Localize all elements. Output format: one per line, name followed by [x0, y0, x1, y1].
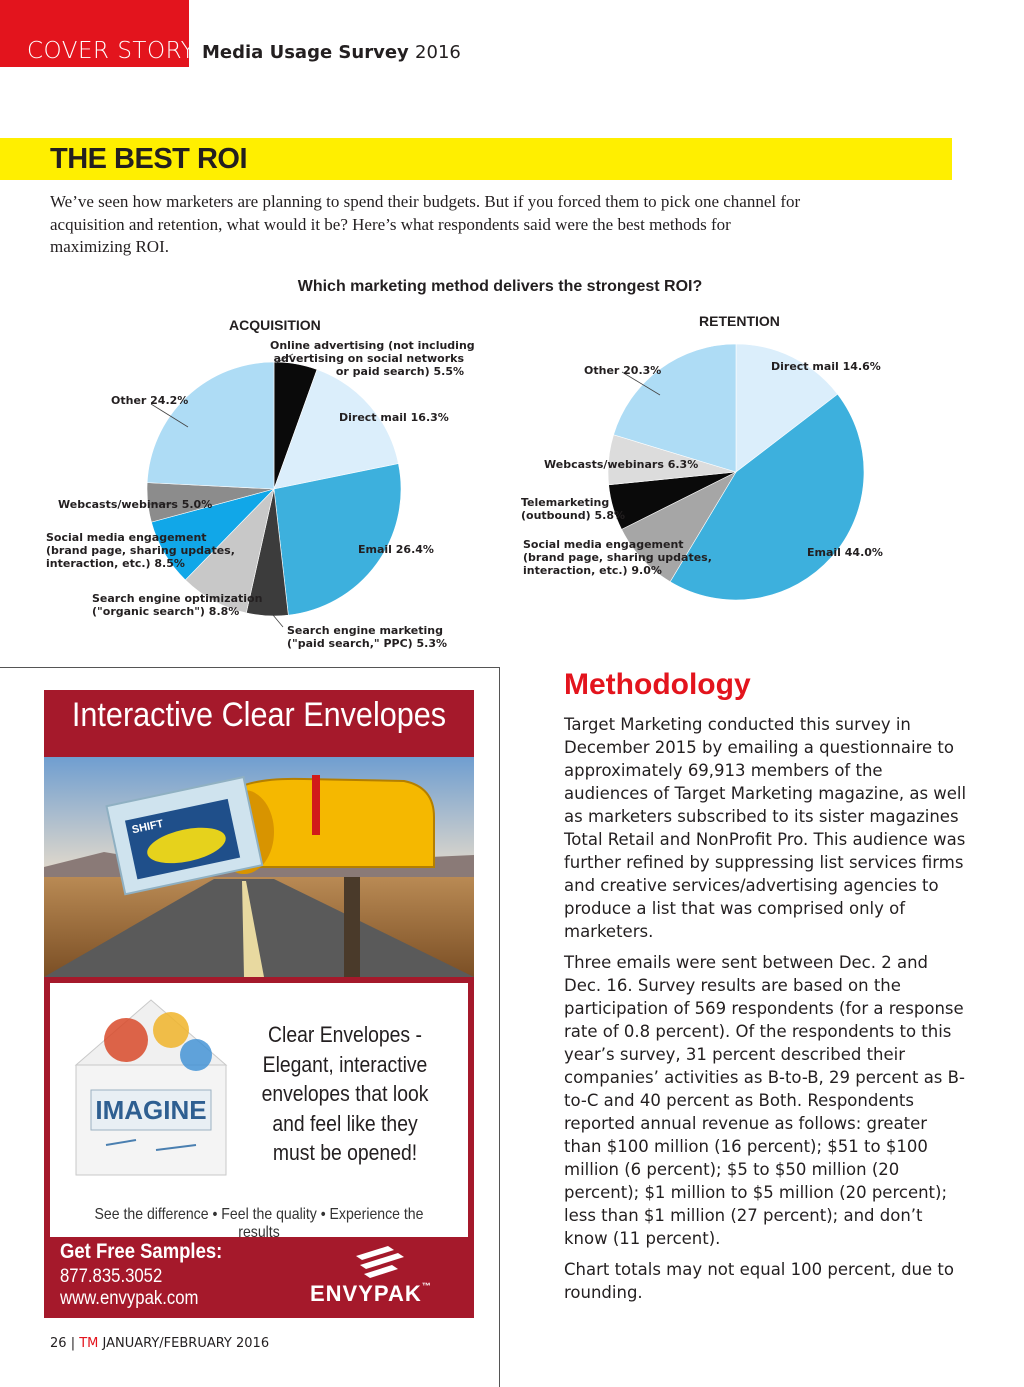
- label-seo: [92, 592, 262, 618]
- label-line: (brand page, sharing updates,: [46, 544, 235, 557]
- section-title: THE BEST ROI: [50, 143, 248, 175]
- section-label: COVER STORY: [27, 38, 196, 64]
- page-number: 26: [50, 1336, 67, 1351]
- label-line: Telemarketing: [521, 496, 610, 509]
- label-line: (outbound) 5.8%: [521, 509, 626, 522]
- label-social-ret: [523, 538, 712, 577]
- footer-separator: |: [70, 1336, 76, 1351]
- flower-1: [104, 1018, 148, 1062]
- label-telemarketing: [521, 496, 625, 522]
- running-head-title: Media Usage Survey: [202, 42, 409, 63]
- trademark-mark: ™: [421, 1281, 432, 1291]
- label-sem: [287, 624, 447, 650]
- label-line: advertising on social networks: [273, 352, 464, 365]
- label-line: ("paid search," PPC) 5.3%: [287, 637, 448, 650]
- label-line: Search engine marketing: [287, 624, 443, 637]
- mailbox-flag: [312, 775, 320, 835]
- acquisition-heading: ACQUISITION: [229, 317, 321, 333]
- label-line: Social media engagement: [523, 538, 684, 551]
- label-other-ret: Other 20.3%: [584, 364, 662, 377]
- imagine-text: IMAGINE: [95, 1095, 207, 1125]
- label-webcasts-ret: Webcasts/webinars 6.3%: [544, 458, 699, 471]
- issue-date: JANUARY/FEBRUARY 2016: [102, 1336, 270, 1351]
- label-online-advertising: [270, 339, 475, 378]
- label-line: (brand page, sharing updates,: [523, 551, 712, 564]
- methodology-paragraph-1: Target Marketing conducted this survey in December 2015 by emailing a questionnaire to approximately 69,913 members of the audiences of Target Marketing magazine, as well as marketers subscribed to its sister magazines Total Retail and NonProfit Pro. This audience was further refined by suppressing list services firms and creative services/advertising agencies to produce a list that was comprised only of marketers.: [564, 715, 967, 941]
- ad-headline: Interactive Clear Envelopes: [71, 696, 447, 734]
- methodology-body: [564, 713, 969, 1312]
- pie-slice-email: [274, 464, 401, 616]
- label-webcasts-acq: Webcasts/webinars 5.0%: [58, 498, 213, 511]
- ad-phone[interactable]: 877.835.3052: [60, 1266, 163, 1287]
- mailbox-illustration: [44, 757, 474, 977]
- intro-paragraph: We’ve seen how marketers are planning to spend their budgets. But if you forced them to pick one channel for acquisition and retention, what would it be? Here’s what respondents said were the best methods for maximizing ROI.: [50, 192, 801, 256]
- running-head-year: 2016: [415, 42, 461, 63]
- ad-photo-mailbox: [44, 757, 474, 977]
- methodology-paragraph-2: Three emails were sent between Dec. 2 and Dec. 16. Survey results are based on the participation of 569 respondents (for a response rate of 0.8 percent). Of the respondents to this year’s survey, 31 percent described their companies’ activities as B-to-B, 29 percent as B-to-C and 40 percent as Both. Respondents reported annual revenue as follows: greater than $100 million (16 percent); $51 to $100 million (6 percent); $5 to $50 million (20 percent); $1 million to $5 million (20 percent); less than $1 million (27 percent); and don’t know (11 percent).: [564, 953, 965, 1248]
- sample-envelope-illustration: [66, 995, 236, 1185]
- pie-slice-other: [147, 362, 274, 489]
- leader-sem: [273, 615, 283, 627]
- label-line: interaction, etc.) 8.5%: [46, 557, 185, 570]
- envypak-wordmark: ENVYPAK: [310, 1281, 422, 1306]
- ad-blurb: Clear Envelopes - Elegant, interactive envelopes that look and feel like they must be opened!: [261, 1022, 429, 1165]
- label-direct-mail-ret: Direct mail 14.6%: [771, 360, 881, 373]
- methodology-paragraph-3: Chart totals may not equal 100 percent, due to rounding.: [564, 1260, 954, 1302]
- label-direct-mail-acq: Direct mail 16.3%: [339, 411, 449, 424]
- label-line: Social media engagement: [46, 531, 207, 544]
- envypak-logo-icon: [350, 1244, 410, 1278]
- methodology-title: Methodology: [564, 668, 751, 701]
- envelope-brand: SHIFT: [130, 817, 165, 837]
- label-line: interaction, etc.) 9.0%: [523, 564, 662, 577]
- page-footer: [50, 1336, 269, 1351]
- label-social-acq: [46, 531, 235, 570]
- label-other-acq: Other 24.2%: [111, 394, 189, 407]
- envypak-logo: [310, 1281, 432, 1307]
- ad-cta: Get Free Samples:: [60, 1240, 223, 1263]
- retention-heading: RETENTION: [699, 313, 780, 329]
- ad-frame-right: [499, 667, 500, 1387]
- label-line: Online advertising (not including: [270, 339, 475, 352]
- ad-website[interactable]: www.envypak.com: [60, 1288, 199, 1309]
- ad-tagline: See the difference • Feel the quality • Experience the results: [94, 1206, 424, 1241]
- ad-frame-top: [0, 667, 500, 668]
- label-line: ("organic search") 8.8%: [92, 605, 240, 618]
- flower-2: [153, 1012, 189, 1048]
- label-email-acq: Email 26.4%: [358, 543, 434, 556]
- label-line: Search engine optimization: [92, 592, 263, 605]
- label-line: or paid search) 5.5%: [335, 365, 464, 378]
- label-email-ret: Email 44.0%: [807, 546, 883, 559]
- flower-3: [180, 1039, 212, 1071]
- magazine-abbrev: TM: [79, 1336, 99, 1351]
- post: [344, 877, 360, 977]
- chart-question: Which marketing method delivers the strongest ROI?: [297, 278, 703, 295]
